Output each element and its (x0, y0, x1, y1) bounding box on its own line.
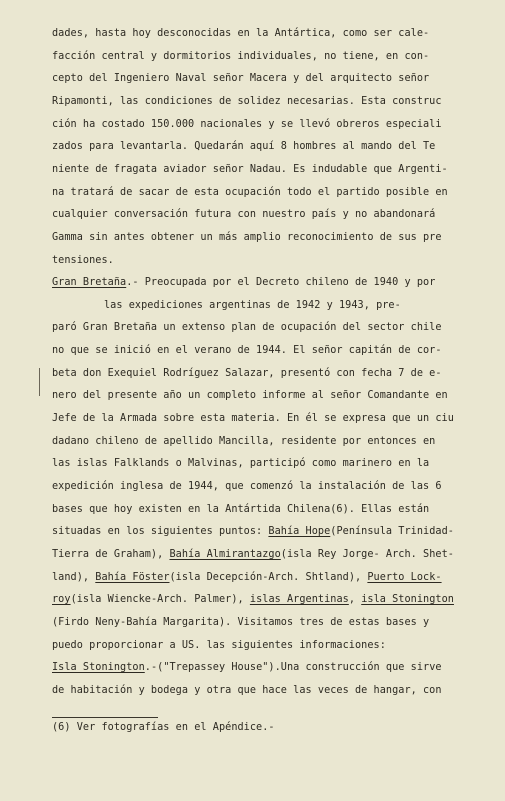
text-line (52, 73, 497, 84)
underlined-term: Gran Bretaña (52, 277, 127, 289)
text-segment: tensiones. (52, 254, 114, 266)
text-line (52, 51, 497, 62)
text-segment: beta don Exequiel Rodríguez Salazar, presentó con fecha 7 de e- (52, 367, 442, 379)
underlined-term: Bahía Almirantazgo (169, 548, 281, 560)
text-segment: no que se inició en el verano de 1944. El señor capitán de cor- (52, 345, 442, 357)
text-line (52, 549, 497, 560)
text-segment: (isla Rey Jorge- Arch. Shet- (280, 548, 454, 560)
text-line (52, 28, 497, 39)
text-line (52, 436, 497, 447)
text-segment: nero del presente año un completo informe al señor Comandante en (52, 390, 448, 402)
text-segment: zados para levantarla. Quedarán aquí 8 hombres al mando del Te (52, 141, 436, 153)
underlined-term: roy (52, 594, 71, 606)
underlined-term: isla Stonington (361, 594, 454, 606)
footnote-rule (52, 717, 158, 718)
text-segment: paró Gran Bretaña un extenso plan de ocupación del sector chile (52, 322, 442, 334)
footnote: (6) Ver fotografías en el Apéndice.- (52, 722, 275, 733)
underlined-term: Puerto Lock- (367, 571, 442, 583)
text-line (52, 96, 497, 107)
text-line (52, 594, 497, 605)
text-segment: las islas Falklands o Malvinas, participó como marinero en la (52, 458, 430, 470)
text-segment: puedo proporcionar a US. las siguientes informaciones: (52, 639, 386, 651)
text-segment: .- Preocupada por el Decreto chileno de 1940 y por (126, 277, 436, 289)
text-line (104, 300, 497, 311)
text-line (52, 255, 497, 266)
text-line (52, 662, 497, 673)
text-segment: Gamma sin antes obtener un más amplio reconocimiento de sus pre (52, 231, 442, 243)
text-line (52, 685, 497, 696)
text-line (52, 164, 497, 175)
text-segment: niente de fragata aviador señor Nadau. Es indudable que Argenti- (52, 163, 448, 175)
text-segment: dadano chileno de apellido Mancilla, residente por entonces en (52, 435, 436, 447)
underlined-term: islas Argentinas (249, 594, 349, 606)
text-line (52, 481, 497, 492)
text-line (52, 277, 497, 288)
text-segment: las expediciones argentinas de 1942 y 1943, pre- (104, 299, 401, 311)
text-segment: , (348, 594, 362, 606)
text-segment: Ripamonti, las condiciones de solidez necesarias. Esta construc (52, 95, 442, 107)
text-segment: (isla Wiencke-Arch. Palmer), (70, 594, 250, 606)
text-segment: cualquier conversación futura con nuestro país y no abandonará (52, 209, 436, 221)
text-segment: dades, hasta hoy desconocidas en la Antártica, como ser cale- (52, 28, 430, 39)
text-segment: expedición inglesa de 1944, que comenzó la instalación de las 6 (52, 481, 442, 492)
text-line (52, 526, 497, 537)
text-line (52, 232, 497, 243)
text-segment: (Firdo Neny-Bahía Margarita). Visitamos tres de estas bases y (52, 616, 430, 628)
text-line (52, 504, 497, 515)
text-segment: na tratará de sacar de esta ocupación todo el partido posible en (52, 186, 448, 198)
text-line (52, 413, 497, 424)
text-segment: (Península Trinidad- (330, 526, 454, 538)
text-segment: facción central y dormitorios individuales, no tiene, en con- (52, 50, 430, 62)
text-segment: ción ha costado 150.000 nacionales y se llevó obreros especiali (52, 118, 442, 130)
text-line (52, 141, 497, 152)
text-line (52, 209, 497, 220)
text-line (52, 640, 497, 651)
text-segment: bases que hoy existen en la Antártida Chilena(6). Ellas están (52, 503, 430, 515)
text-line (52, 572, 497, 583)
underlined-term: Bahía Föster (95, 571, 170, 583)
text-line (52, 390, 497, 401)
text-segment: (isla Decepción-Arch. Shtland), (169, 571, 368, 583)
text-line (52, 345, 497, 356)
underlined-term: Isla Stonington (52, 662, 145, 674)
text-line (52, 368, 497, 379)
text-segment: .-("Trepassey House").Una construcción que sirve (144, 662, 442, 674)
text-line (52, 322, 497, 333)
margin-mark (39, 368, 40, 396)
text-segment: Jefe de la Armada sobre esta materia. En él se expresa que un ciu (52, 413, 454, 424)
text-segment: situadas en los siguientes puntos: (52, 526, 269, 538)
text-line (52, 119, 497, 130)
underlined-term: Bahía Hope (268, 526, 331, 538)
text-line (52, 187, 497, 198)
text-segment: cepto del Ingeniero Naval señor Macera y del arquitecto señor (52, 73, 430, 85)
text-line (52, 617, 497, 628)
text-segment: land), (52, 571, 96, 583)
text-line (52, 458, 497, 469)
text-segment: Tierra de Graham), (52, 548, 170, 560)
text-segment: de habitación y bodega y otra que hace las veces de hangar, con (52, 684, 442, 696)
